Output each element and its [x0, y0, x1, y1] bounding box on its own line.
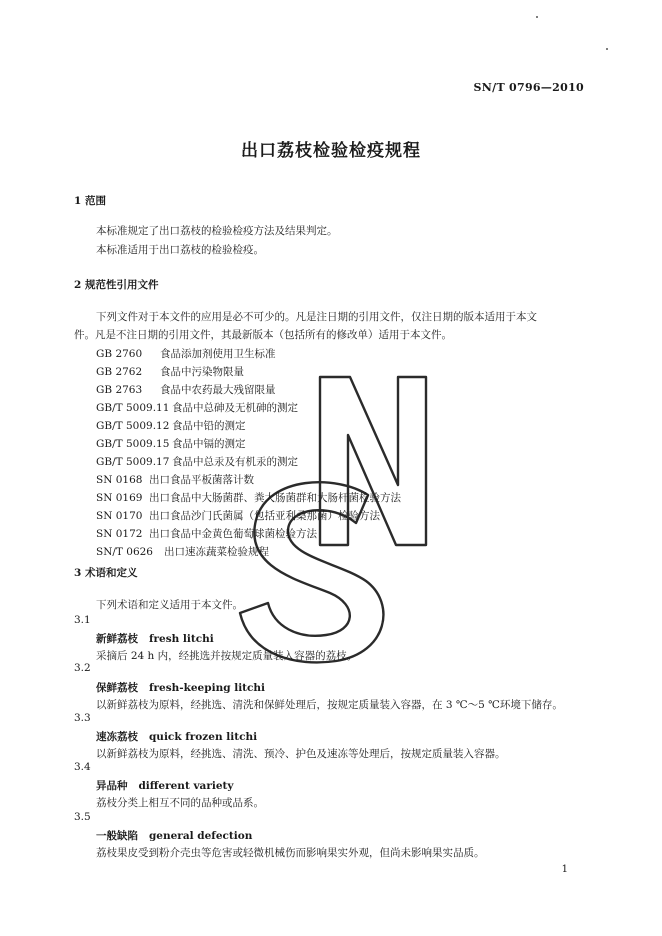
reference-item — [96, 526, 317, 541]
term-number: 3.1 — [74, 614, 91, 626]
reference-title: 食品中总砷及无机砷的测定 — [172, 402, 298, 414]
reference-title: 食品中农药最大残留限量 — [160, 384, 276, 396]
standard-number: SN/T 0796—2010 — [473, 81, 584, 94]
reference-code: GB/T 5009.12 — [96, 420, 170, 432]
section-1-line-2: 本标准适用于出口荔枝的检验检疫。 — [96, 244, 264, 256]
reference-code: SN 0168 — [96, 474, 143, 486]
term-number: 3.3 — [74, 712, 91, 724]
section-3-heading: 3 术语和定义 — [74, 567, 138, 579]
reference-item — [96, 364, 244, 379]
reference-title: 食品中镉的测定 — [172, 438, 246, 450]
document-title: 出口荔枝检验检疫规程 — [241, 141, 421, 161]
term-heading — [96, 631, 214, 646]
section-1-heading: 1 范围 — [74, 195, 106, 207]
page-number: 1 — [561, 864, 568, 875]
reference-title: 食品中总汞及有机汞的测定 — [172, 456, 298, 468]
term-heading — [96, 680, 265, 695]
reference-code: SN/T 0626 — [96, 546, 153, 558]
reference-title: 出口速冻蔬菜检验规程 — [164, 546, 269, 558]
term-definition: 荔枝分类上相互不同的品种或品系。 — [96, 797, 264, 809]
term-english: fresh-keeping litchi — [148, 682, 266, 694]
reference-item — [96, 472, 254, 487]
reference-item — [96, 454, 298, 469]
scan-speck — [606, 48, 608, 50]
term-number: 3.2 — [74, 662, 91, 674]
term-name: 新鲜荔枝 — [96, 633, 138, 645]
term-name: 异品种 — [96, 780, 128, 792]
term-english: fresh litchi — [148, 633, 214, 645]
reference-title: 食品中铅的测定 — [172, 420, 246, 432]
reference-code: GB/T 5009.17 — [96, 456, 170, 468]
section-2-intro-line-2: 件。凡是不注日期的引用文件，其最新版本（包括所有的修改单）适用于本文件。 — [74, 329, 452, 341]
term-english: quick frozen litchi — [148, 731, 258, 743]
reference-item — [96, 418, 246, 433]
scan-speck — [536, 16, 538, 18]
reference-title: 出口食品中金黄色葡萄球菌检验方法 — [149, 528, 317, 540]
reference-item — [96, 400, 298, 415]
term-definition: 以新鲜荔枝为原料，经挑选、清洗和保鲜处理后，按规定质量装入容器，在 3 ℃～5 ℃环境下储存。 — [96, 699, 563, 711]
term-number: 3.5 — [74, 811, 91, 823]
term-heading — [96, 828, 252, 843]
section-2-heading: 2 规范性引用文件 — [74, 279, 159, 291]
reference-title: 出口食品平板菌落计数 — [149, 474, 254, 486]
reference-item — [96, 508, 380, 523]
term-name: 速冻荔枝 — [96, 731, 138, 743]
reference-item — [96, 346, 276, 361]
term-heading — [96, 778, 234, 793]
term-definition: 荔枝果皮受到粉介壳虫等危害或轻微机械伤而影响果实外观，但尚未影响果实品质。 — [96, 847, 485, 859]
term-definition: 采摘后 24 h 内，经挑选并按规定质量装入容器的荔枝。 — [96, 650, 358, 662]
reference-item — [96, 436, 246, 451]
reference-code: GB 2763 — [96, 384, 143, 396]
reference-code: GB 2762 — [96, 366, 143, 378]
section-2-intro-line-1: 下列文件对于本文件的应用是必不可少的。凡是注日期的引用文件，仅注日期的版本适用于本文 — [96, 311, 537, 323]
term-english: different variety — [138, 780, 234, 792]
reference-code: GB/T 5009.15 — [96, 438, 170, 450]
reference-title: 出口食品沙门氏菌属（包括亚利桑那菌）检验方法 — [149, 510, 380, 522]
reference-code: SN 0169 — [96, 492, 143, 504]
term-number: 3.4 — [74, 761, 91, 773]
section-1-line-1: 本标准规定了出口荔枝的检验检疫方法及结果判定。 — [96, 225, 338, 237]
reference-code: SN 0172 — [96, 528, 143, 540]
reference-item — [96, 382, 276, 397]
term-english: general defection — [148, 830, 253, 842]
term-name: 保鲜荔枝 — [96, 682, 138, 694]
reference-title: 食品添加剂使用卫生标准 — [160, 348, 276, 360]
term-heading — [96, 729, 257, 744]
reference-title: 出口食品中大肠菌群、粪大肠菌群和大肠杆菌检验方法 — [149, 492, 401, 504]
section-3-intro: 下列术语和定义适用于本文件。 — [96, 599, 243, 611]
term-name: 一般缺陷 — [96, 830, 138, 842]
reference-item — [96, 490, 401, 505]
reference-code: SN 0170 — [96, 510, 143, 522]
reference-title: 食品中污染物限量 — [160, 366, 244, 378]
reference-item — [96, 544, 269, 559]
reference-code: GB/T 5009.11 — [96, 402, 170, 414]
reference-code: GB 2760 — [96, 348, 143, 360]
term-definition: 以新鲜荔枝为原料，经挑选、清洗、预冷、护色及速冻等处理后，按规定质量装入容器。 — [96, 748, 506, 760]
